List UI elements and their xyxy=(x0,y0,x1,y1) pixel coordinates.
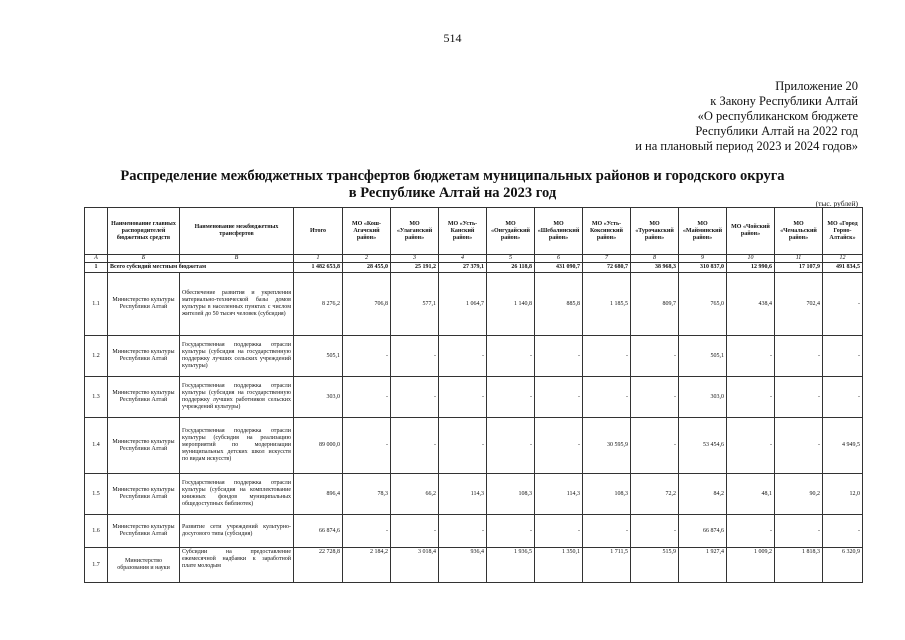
table-row xyxy=(85,515,863,548)
value-cell: - xyxy=(631,515,679,548)
value-cell: - xyxy=(343,418,391,474)
index-cell: 1 xyxy=(294,255,343,263)
value-cell: 90,2 xyxy=(775,474,823,515)
value-cell: 22 728,8 xyxy=(294,548,343,583)
header-cell-num xyxy=(85,208,108,255)
value-cell: - xyxy=(727,418,775,474)
value-cell: - xyxy=(535,515,583,548)
header-cell: МО «Город Горно-Алтайск» xyxy=(823,208,863,255)
row-number: 1.3 xyxy=(85,377,108,418)
transfer-name-cell: Государственная поддержка отрасли культуры (субсидия на государственную поддержку лучших сельских учреждений культуры) xyxy=(180,336,294,377)
value-cell: - xyxy=(775,418,823,474)
value-cell: 48,1 xyxy=(727,474,775,515)
value-cell: 438,4 xyxy=(727,273,775,336)
value-cell: - xyxy=(439,418,487,474)
header-cell: Наименование межбюджетных трансфертов xyxy=(180,208,294,255)
index-cell: 9 xyxy=(679,255,727,263)
value-cell: - xyxy=(823,336,863,377)
value-cell: - xyxy=(343,515,391,548)
header-cell: МО «Майминский район» xyxy=(679,208,727,255)
value-cell: - xyxy=(535,336,583,377)
transfer-name-cell: Государственная поддержка отрасли культуры (субсидия на государственную поддержку лучших работников сельских учреждений культуры) xyxy=(180,377,294,418)
value-cell: 885,8 xyxy=(535,273,583,336)
value-cell: 89 000,0 xyxy=(294,418,343,474)
index-cell: 2 xyxy=(343,255,391,263)
table-row xyxy=(85,418,863,474)
value-cell: 1 711,5 xyxy=(583,548,631,583)
value-cell: - xyxy=(727,377,775,418)
value-cell: - xyxy=(391,418,439,474)
value-cell: - xyxy=(391,377,439,418)
value-cell: 25 191,2 xyxy=(391,263,439,273)
value-cell: 515,9 xyxy=(631,548,679,583)
value-cell: 1 350,1 xyxy=(535,548,583,583)
value-cell: 310 837,0 xyxy=(679,263,727,273)
header-cell: МО «Улаганский район» xyxy=(391,208,439,255)
value-cell: 84,2 xyxy=(679,474,727,515)
table-row xyxy=(85,377,863,418)
appendix-line: «О республиканском бюджете xyxy=(697,109,858,123)
value-cell: 27 379,1 xyxy=(439,263,487,273)
header-cell: МО «Турочакский район» xyxy=(631,208,679,255)
value-cell: - xyxy=(631,418,679,474)
value-cell: 577,1 xyxy=(391,273,439,336)
value-cell: - xyxy=(391,515,439,548)
index-cell: В xyxy=(180,255,294,263)
index-cell: 7 xyxy=(583,255,631,263)
value-cell: - xyxy=(631,377,679,418)
transfer-name-cell: Государственная поддержка отрасли культуры (субсидия на комплектование книжных фондов муниципальных общедоступных библиотек) xyxy=(180,474,294,515)
header-cell: МО «Усть-Канский район» xyxy=(439,208,487,255)
value-cell: 936,4 xyxy=(439,548,487,583)
page-number: 514 xyxy=(443,31,462,45)
table-row xyxy=(85,336,863,377)
value-cell: - xyxy=(583,377,631,418)
value-cell: - xyxy=(631,336,679,377)
transfer-name-cell: Государственная поддержка отрасли культуры (субсидия на реализацию мероприятий по модернизации муниципальных детских школ искусств по видам искусств) xyxy=(180,418,294,474)
value-cell: 53 454,6 xyxy=(679,418,727,474)
value-cell: - xyxy=(823,273,863,336)
appendix-line: и на плановый период 2023 и 2024 годов» xyxy=(635,139,858,153)
index-cell: 6 xyxy=(535,255,583,263)
value-cell: 108,3 xyxy=(487,474,535,515)
value-cell: 17 107,9 xyxy=(775,263,823,273)
index-cell: А xyxy=(85,255,108,263)
value-cell: 1 936,5 xyxy=(487,548,535,583)
value-cell: - xyxy=(439,377,487,418)
value-cell: - xyxy=(583,515,631,548)
row-number: 1.5 xyxy=(85,474,108,515)
index-cell: 12 xyxy=(823,255,863,263)
value-cell: 114,3 xyxy=(439,474,487,515)
table-body xyxy=(85,255,863,583)
units-note: (тыс. рублей) xyxy=(815,199,858,208)
value-cell: - xyxy=(439,336,487,377)
value-cell: 1 818,3 xyxy=(775,548,823,583)
value-cell: 706,8 xyxy=(343,273,391,336)
value-cell: 6 320,9 xyxy=(823,548,863,583)
administrator-cell: Министерство культуры Республики Алтай xyxy=(108,336,180,377)
value-cell: 12,0 xyxy=(823,474,863,515)
administrator-cell: Министерство культуры Республики Алтай xyxy=(108,377,180,418)
index-cell: Б xyxy=(108,255,180,263)
value-cell: 72 680,7 xyxy=(583,263,631,273)
row-number: 1.1 xyxy=(85,273,108,336)
value-cell: 114,3 xyxy=(535,474,583,515)
value-cell: 72,2 xyxy=(631,474,679,515)
value-cell: - xyxy=(487,418,535,474)
value-cell: 303,0 xyxy=(679,377,727,418)
administrator-cell: Министерство культуры Республики Алтай xyxy=(108,515,180,548)
value-cell: 26 118,8 xyxy=(487,263,535,273)
value-cell: 505,1 xyxy=(679,336,727,377)
value-cell: 505,1 xyxy=(294,336,343,377)
value-cell: 12 990,6 xyxy=(727,263,775,273)
administrator-cell: Министерство культуры Республики Алтай xyxy=(108,474,180,515)
appendix-line: Приложение 20 xyxy=(775,79,858,93)
header-cell: Наименование главных распорядителей бюджетных средств xyxy=(108,208,180,255)
value-cell: 78,3 xyxy=(343,474,391,515)
index-cell: 10 xyxy=(727,255,775,263)
row-number: 1.2 xyxy=(85,336,108,377)
value-cell: - xyxy=(775,515,823,548)
value-cell: - xyxy=(823,377,863,418)
index-cell: 3 xyxy=(391,255,439,263)
value-cell: - xyxy=(391,336,439,377)
header-cell: МО «Чойский район» xyxy=(727,208,775,255)
value-cell: - xyxy=(487,515,535,548)
header-cell: МО «Онгудайский район» xyxy=(487,208,535,255)
value-cell: 765,0 xyxy=(679,273,727,336)
row-number: 1.7 xyxy=(85,548,108,583)
row-number: 1.6 xyxy=(85,515,108,548)
row-number: 1 xyxy=(85,263,108,273)
value-cell: - xyxy=(343,377,391,418)
title-line: в Республике Алтай на 2023 год xyxy=(348,185,557,201)
appendix-caption xyxy=(635,79,858,154)
value-cell: - xyxy=(775,336,823,377)
value-cell: 1 482 653,8 xyxy=(294,263,343,273)
value-cell: - xyxy=(487,377,535,418)
header-cell: МО «Чемальский район» xyxy=(775,208,823,255)
administrator-cell: Министерство образования и науки xyxy=(108,548,180,583)
transfer-name-cell: Развитие сети учреждений культурно-досугового типа (субсидия) xyxy=(180,515,294,548)
table-row xyxy=(85,273,863,336)
value-cell: 66,2 xyxy=(391,474,439,515)
value-cell: 3 018,4 xyxy=(391,548,439,583)
index-cell: 4 xyxy=(439,255,487,263)
value-cell: 28 455,0 xyxy=(343,263,391,273)
transfer-name-cell: Обеспечение развития и укрепления материально-технической базы домов культуры в населенных пунктах с числом жителей до 50 тысяч человек (субсидия) xyxy=(180,273,294,336)
value-cell: 1 927,4 xyxy=(679,548,727,583)
value-cell: - xyxy=(439,515,487,548)
value-cell: 2 184,2 xyxy=(343,548,391,583)
appendix-line: Республики Алтай на 2022 год xyxy=(695,124,858,138)
value-cell: - xyxy=(487,336,535,377)
administrator-cell: Министерство культуры Республики Алтай xyxy=(108,273,180,336)
value-cell: 896,4 xyxy=(294,474,343,515)
value-cell: - xyxy=(727,336,775,377)
value-cell: 491 834,5 xyxy=(823,263,863,273)
column-index-row xyxy=(85,255,863,263)
value-cell: 108,3 xyxy=(583,474,631,515)
header-cell: МО «Кош-Агачский район» xyxy=(343,208,391,255)
index-cell: 8 xyxy=(631,255,679,263)
total-label: Всего субсидий местным бюджетам xyxy=(108,263,294,273)
table-row xyxy=(85,548,863,583)
header-cell: МО «Усть-Коксинский район» xyxy=(583,208,631,255)
value-cell: 8 276,2 xyxy=(294,273,343,336)
title-line: Распределение межбюджетных трансфертов бюджетам муниципальных районов и городского округа xyxy=(120,168,785,184)
index-cell: 5 xyxy=(487,255,535,263)
value-cell: 1 009,2 xyxy=(727,548,775,583)
value-cell: 431 090,7 xyxy=(535,263,583,273)
document-title xyxy=(0,168,905,202)
value-cell: - xyxy=(535,418,583,474)
value-cell: - xyxy=(775,377,823,418)
value-cell: 809,7 xyxy=(631,273,679,336)
index-cell: 11 xyxy=(775,255,823,263)
value-cell: 4 949,5 xyxy=(823,418,863,474)
value-cell: - xyxy=(535,377,583,418)
budget-table xyxy=(84,207,863,583)
value-cell: - xyxy=(727,515,775,548)
value-cell: 303,0 xyxy=(294,377,343,418)
header-cell: МО «Шебалинский район» xyxy=(535,208,583,255)
appendix-line: к Закону Республики Алтай xyxy=(710,94,858,108)
value-cell: 66 874,6 xyxy=(294,515,343,548)
total-row xyxy=(85,263,863,273)
value-cell: - xyxy=(343,336,391,377)
administrator-cell: Министерство культуры Республики Алтай xyxy=(108,418,180,474)
header-row xyxy=(85,208,863,255)
transfer-name-cell: Субсидии на предоставление ежемесячной надбавки к заработной плате молодым xyxy=(180,548,294,583)
value-cell: 30 595,9 xyxy=(583,418,631,474)
value-cell: 702,4 xyxy=(775,273,823,336)
value-cell: 1 064,7 xyxy=(439,273,487,336)
value-cell: 1 185,5 xyxy=(583,273,631,336)
value-cell: 66 874,6 xyxy=(679,515,727,548)
row-number: 1.4 xyxy=(85,418,108,474)
value-cell: - xyxy=(583,336,631,377)
value-cell: 1 140,8 xyxy=(487,273,535,336)
value-cell: 38 968,3 xyxy=(631,263,679,273)
value-cell: - xyxy=(823,515,863,548)
table-row xyxy=(85,474,863,515)
header-cell: Итого xyxy=(294,208,343,255)
